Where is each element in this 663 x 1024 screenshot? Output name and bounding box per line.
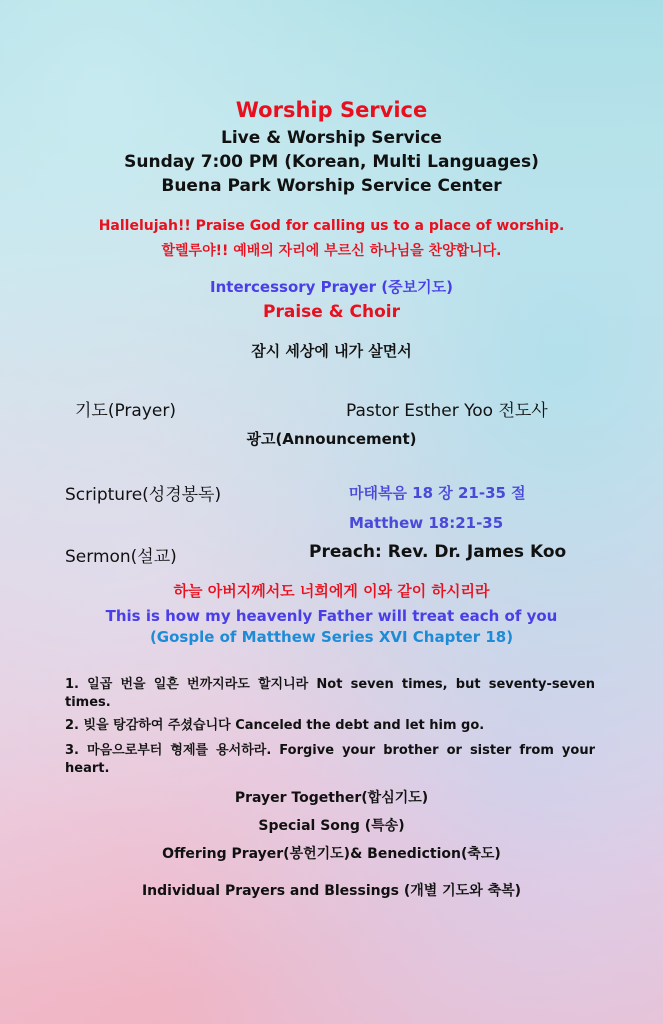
prayer-leader: Pastor Esther Yoo 전도사 (346, 401, 548, 421)
individual-prayers: Individual Prayers and Blessings (개별 기도와 축복) (141, 883, 522, 899)
service-subtitle: Live & Worship Service (221, 128, 442, 148)
announcement: 광고(Announcement) (246, 430, 417, 448)
service-location: Buena Park Worship Service Center (161, 176, 502, 196)
sermon-point-1: 1. 일곱 번을 일흔 번까지라도 할지니라 Not seven times, but seventy-seven times. (65, 677, 595, 710)
prayer-together: Prayer Together(합심기도) (234, 790, 429, 806)
intercessory-prayer: Intercessory Prayer (중보기도) (210, 278, 453, 296)
service-time: Sunday 7:00 PM (Korean, Multi Languages) (124, 152, 539, 172)
sermon-point-2: 2. 빚을 탕감하여 주셨습니다 Canceled the debt and let him go. (65, 718, 485, 733)
welcome-english: Hallelujah!! Praise God for calling us to a place of worship. (98, 218, 565, 234)
sermon-label: Sermon(설교) (65, 547, 177, 567)
scripture-korean-ref: 마태복음 18 장 21-35 절 (349, 484, 526, 502)
sermon-preacher: Preach: Rev. Dr. James Koo (309, 542, 567, 562)
praise-song: 잠시 세상에 내가 살면서 (251, 342, 412, 360)
offering-benediction: Offering Prayer(봉헌기도)& Benediction(축도) (162, 846, 501, 862)
scripture-english-ref: Matthew 18:21-35 (349, 514, 504, 532)
praise-title: Praise & Choir (263, 302, 400, 322)
sermon-title-english: This is how my heavenly Father will treat each of you (105, 607, 558, 625)
service-title: Worship Service (235, 98, 428, 122)
sermon-series: (Gosple of Matthew Series XVI Chapter 18) (149, 628, 514, 646)
sermon-title-korean: 하늘 아버지께서도 너희에게 이와 같이 하시리라 (173, 582, 490, 600)
welcome-korean: 할렐루야!! 예배의 자리에 부르신 하나님을 찬양합니다. (161, 243, 502, 259)
sermon-point-3: 3. 마음으로부터 형제를 용서하라. Forgive your brother or sister from your heart. (65, 743, 595, 776)
prayer-label: 기도(Prayer) (75, 401, 176, 421)
special-song: Special Song (특송) (258, 818, 405, 834)
scripture-label: Scripture(성경봉독) (65, 485, 222, 505)
